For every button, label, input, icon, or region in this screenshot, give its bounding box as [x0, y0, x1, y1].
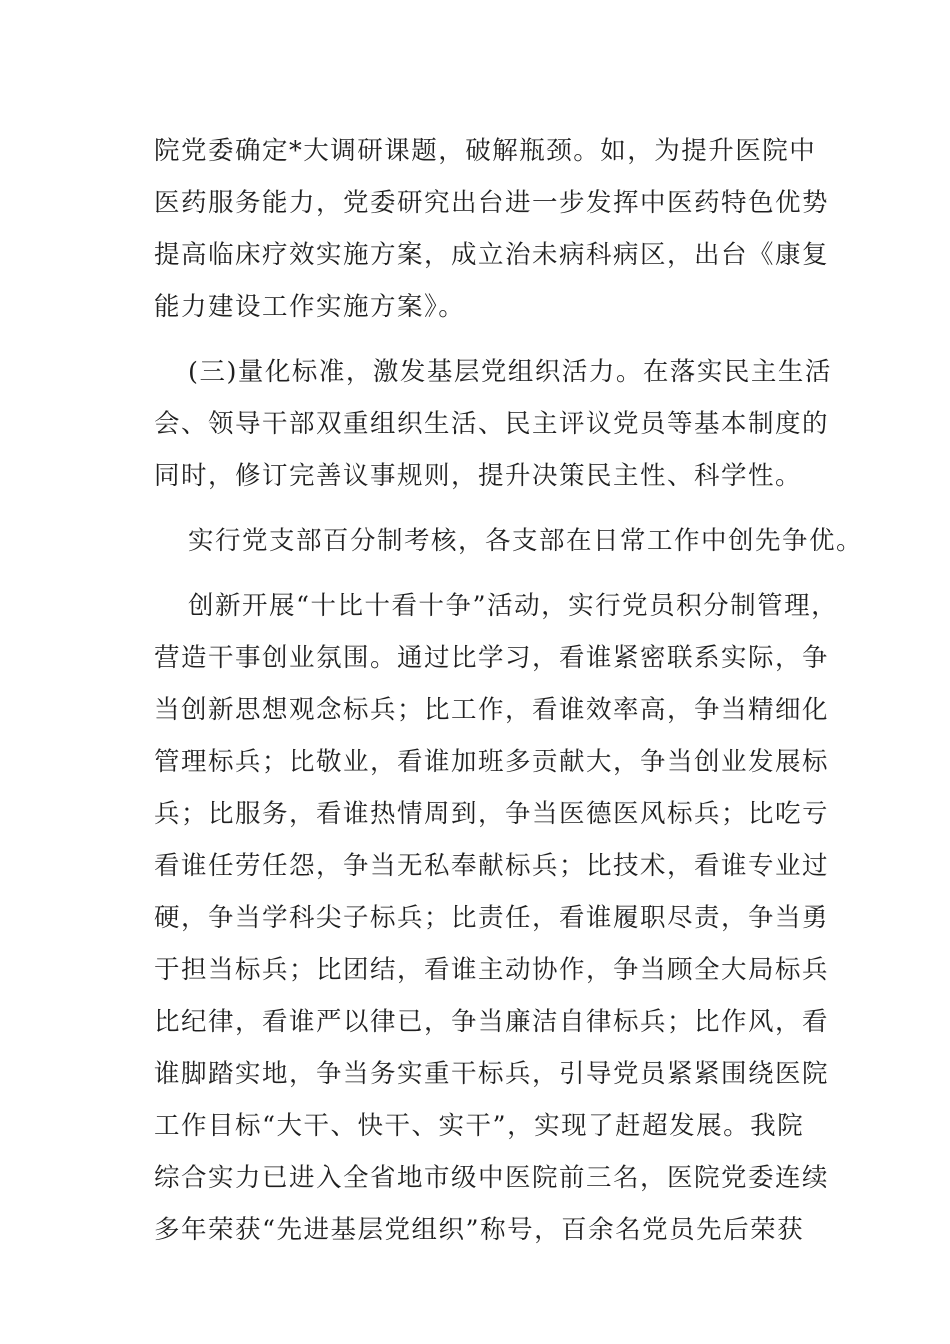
- text-line: 于担当标兵；比团结，看谁主动协作，争当顾全大局标兵: [154, 955, 830, 985]
- paragraph-1: [154, 125, 830, 333]
- text-line: 硬，争当学科尖子标兵；比责任，看谁履职尽责，争当勇: [154, 903, 830, 933]
- text-line: 综合实力已进入全省地市级中医院前三名，医院党委连续: [154, 1163, 830, 1193]
- paragraph-spacing: [154, 502, 814, 515]
- paragraph-4: [154, 580, 839, 1256]
- text-line: 提高临床疗效实施方案，成立治未病科病区，出台《康复: [154, 240, 830, 270]
- text-line: 谁脚踏实地，争当务实重干标兵，引导党员紧紧围绕医院: [154, 1059, 830, 1089]
- text-line: 创新开展“十比十看十争”活动，实行党员积分制管理，: [188, 591, 839, 621]
- text-line: 医药服务能力，党委研究出台进一步发挥中医药特色优势: [154, 188, 830, 218]
- text-line: 院党委确定*大调研课题，破解瓶颈。如，为提升医院中: [154, 136, 817, 166]
- text-line: (三)量化标准，激发基层党组织活力。在落实民主生活: [188, 357, 832, 387]
- paragraph-2: [154, 346, 832, 502]
- document-body: [154, 125, 864, 1256]
- text-line: 能力建设工作实施方案》。: [154, 292, 466, 322]
- paragraph-spacing: [154, 567, 814, 580]
- text-line: 看谁任劳任怨，争当无私奉献标兵；比技术，看谁专业过: [154, 851, 830, 881]
- text-line: 工作目标“大干、快干、实干”，实现了赶超发展。我院: [154, 1111, 805, 1141]
- text-line: 管理标兵；比敬业，看谁加班多贡献大，争当创业发展标: [154, 747, 830, 777]
- text-line: 多年荣获“先进基层党组织”称号，百余名党员先后荣获: [154, 1215, 805, 1245]
- text-line: 比纪律，看谁严以律已，争当廉洁自律标兵；比作风，看: [154, 1007, 830, 1037]
- text-line: 兵；比服务，看谁热情周到，争当医德医风标兵；比吃亏: [154, 799, 830, 829]
- text-line: 营造干事创业氛围。通过比学习，看谁紧密联系实际，争: [154, 643, 830, 673]
- text-line: 当创新思想观念标兵；比工作，看谁效率高，争当精细化: [154, 695, 830, 725]
- text-line: 实行党支部百分制考核，各支部在日常工作中创先争优。: [188, 526, 864, 556]
- text-line: 会、领导干部双重组织生活、民主评议党员等基本制度的: [154, 409, 830, 439]
- text-line: 同时，修订完善议事规则，提升决策民主性、科学性。: [154, 461, 803, 491]
- paragraph-spacing: [154, 333, 814, 346]
- paragraph-3: [154, 515, 864, 567]
